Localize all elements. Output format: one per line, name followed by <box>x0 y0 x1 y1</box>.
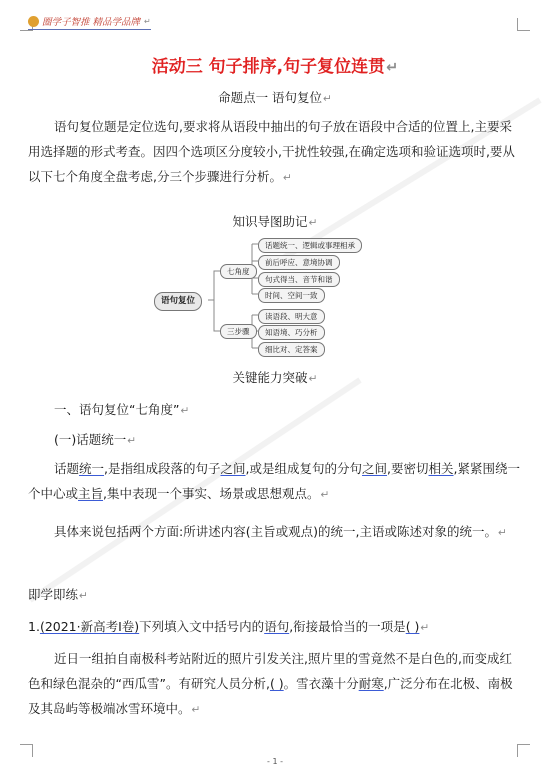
mindmap-item: 话题统一、逻辑或事理相承 <box>258 238 362 253</box>
mindmap-group-seven-angles: 七角度 <box>220 264 257 279</box>
mindmap-item: 前后呼应、意境协调 <box>258 255 340 270</box>
page-number: - 1 - <box>267 757 283 766</box>
mindmap-item: 读语段、明大意 <box>258 309 325 324</box>
passage-blank[interactable]: ( ) <box>269 676 284 691</box>
mindmap-item: 知语境、巧分析 <box>258 325 325 340</box>
heading-seven-angles: 一、语句复位“七角度”↵ <box>54 402 190 417</box>
question-1: 1.(2021·新高考Ⅰ卷)下列填入文中括号内的语句,衔接最恰当的一项是( )↵ <box>28 619 430 634</box>
question-source: (2021·新高考Ⅰ卷) <box>39 619 140 634</box>
brand-logo-icon <box>28 16 39 27</box>
mindmap-item: 时间、空间一致 <box>258 288 325 303</box>
mindmap-title: 知识导图助记↵ <box>232 214 318 229</box>
mindmap-group-three-steps: 三步骤 <box>220 324 257 339</box>
intro-paragraph: 语句复位题是定位选句,要求将从语段中抽出的句子放在语段中合适的位置上,主要采用选择题的形式考查。因四个选项区分度较小,干扰性较强,在确定选项和验证选项时,要从以下七个角度全盘考虑,分三个步骤进行分析。↵ <box>28 119 515 184</box>
crop-mark-bottom-right <box>517 744 530 757</box>
two-aspects-paragraph: 具体来说包括两个方面:所讲述内容(主旨或观点)的统一,主语或陈述对象的统一。↵ <box>54 524 507 539</box>
section-title: 关键能力突破↵ <box>232 370 318 385</box>
practice-label: 即学即练↵ <box>28 587 88 602</box>
crop-mark-top-right <box>517 18 530 31</box>
topic-unity-paragraph: 话题统一,是指组成段落的句子之间,或是组成复句的分句之间,要密切相关,紧紧围绕一个中心或主旨,集中表现一个事实、场景或思想观点。↵ <box>28 461 521 501</box>
heading-topic-unity: (一)话题统一↵ <box>54 432 137 447</box>
page-title: 活动三 句子排序,句子复位连贯↵ <box>151 57 399 77</box>
crop-mark-bottom-left <box>20 744 33 757</box>
answer-blank[interactable]: ( ) <box>405 619 420 634</box>
mindmap-root: 语句复位 <box>154 292 202 311</box>
brand-text: 圈学子智推 精品学品牌 <box>42 17 141 28</box>
mindmap-item: 细比对、定答案 <box>258 342 325 357</box>
mindmap-item: 句式得当、音节和谐 <box>258 272 340 287</box>
question-passage: 近日一组拍自南极科考站附近的照片引发关注,照片里的雪竟然不是白色的,而变成红色和绿色混杂的“西瓜雪”。有研究人员分析,( )。雪衣藻十分耐寒,广泛分布在北极、南极及其岛屿等极端冰雪环境中。↵ <box>28 651 513 716</box>
mind-map <box>150 237 400 360</box>
subtitle: 命题点一 语句复位↵ <box>218 90 332 105</box>
header-brand: 圈学子智推 精品学品牌 ↵ <box>28 14 151 30</box>
